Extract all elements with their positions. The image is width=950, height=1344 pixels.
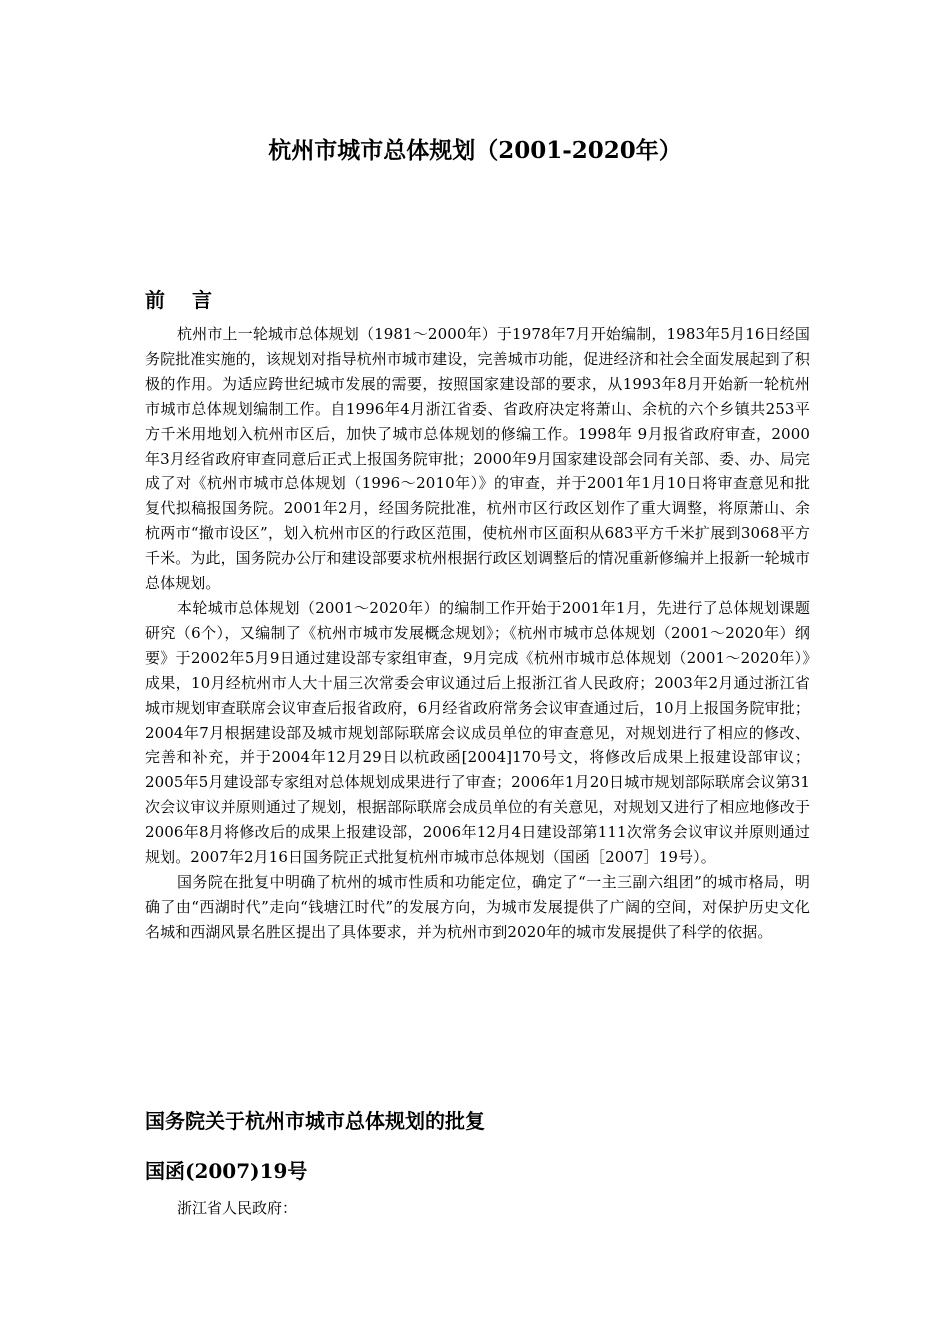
preface-paragraph: 杭州市上一轮城市总体规划（1981～2000年）于1978年7月开始编制，1983年5月16日经国务院批准实施的，该规划对指导杭州市城市建设，完善城市功能，促进经济和社会全面发展起到了积极的作用。为适应跨世纪城市发展的需要，按照国家建设部的要求，从1993年8月开始新一轮杭州市城市总体规划编制工作。自1996年4月浙江省委、省政府决定将萧山、余杭的六个乡镇共253平方千米用地划入杭州市区后，加快了城市总体规划的修编工作。1998年 9月报省政府审查，2000年3月经省政府审查同意后正式上报国务院审批；2000年9月国家建设部会同有关部、委、办、局完成了对《杭州市城市总体规划（1996～2010年）》的审查，并于2001年1月10日将审查意见和批复代拟稿报国务院。2001年2月，经国务院批准，杭州市区行政区划作了重大调整，将原萧山、余杭两市“撤市设区”，划入杭州市区的行政区范围，使杭州市区面积从683平方千米扩展到3068平方千米。为此，国务院办公厅和建设部要求杭州根据行政区划调整后的情况重新修编并上报新一轮城市总体规划。 [145, 325, 810, 593]
preface-paragraph: 国务院在批复中明确了杭州的城市性质和功能定位，确定了“一主三副六组团”的城市格局，明确了由“西湖时代”走向“钱塘江时代”的发展方向，为城市发展提供了广阔的空间，对保护历史文化名城和西湖风景名胜区提出了具体要求，并为杭州市到2020年的城市发展提供了科学的依据。 [145, 872, 810, 941]
salutation: 浙江省人民政府： [177, 1199, 298, 1217]
document-number: 国函(2007)19号 [145, 1159, 308, 1183]
preface-body [145, 322, 810, 945]
preface-paragraph: 本轮城市总体规划（2001～2020年）的编制工作开始于2001年1月，先进行了总体规划课题研究（6个），又编制了《杭州市城市发展概念规划》；《杭州市城市总体规划（2001～2020年）纲要》于2002年5月9日通过建设部专家组审查，9月完成《杭州市城市总体规划（2001～2020年）》成果，10月经杭州市人大十届三次常委会审议通过后上报浙江省人民政府；2003年2月通过浙江省城市规划审查联席会议审查后报省政府，6月经省政府常务会议审查通过后，10月上报国务院审批；2004年7月根据建设部及城市规划部际联席会议成员单位的审查意见，对规划进行了相应的修改、完善和补充，并于2004年12月29日以杭政函[2004]170号文，将修改后成果上报建设部审议；2005年5月建设部专家组对总体规划成果进行了审查；2006年1月20日城市规划部际联席会议第31次会议审议并原则通过了规划，根据部际联席会成员单位的有关意见，对规划又进行了相应地修改于2006年8月将修改后的成果上报建设部，2006年12月4日建设部第111次常务会议审议并原则通过规划。2007年2月16日国务院正式批复杭州市城市总体规划（国函［2007］19号）。 [145, 598, 810, 867]
reply-title: 国务院关于杭州市城市总体规划的批复 [145, 1109, 485, 1133]
preface-heading: 前 言 [145, 288, 222, 312]
document-title: 杭州市城市总体规划（2001-2020年） [268, 137, 682, 164]
